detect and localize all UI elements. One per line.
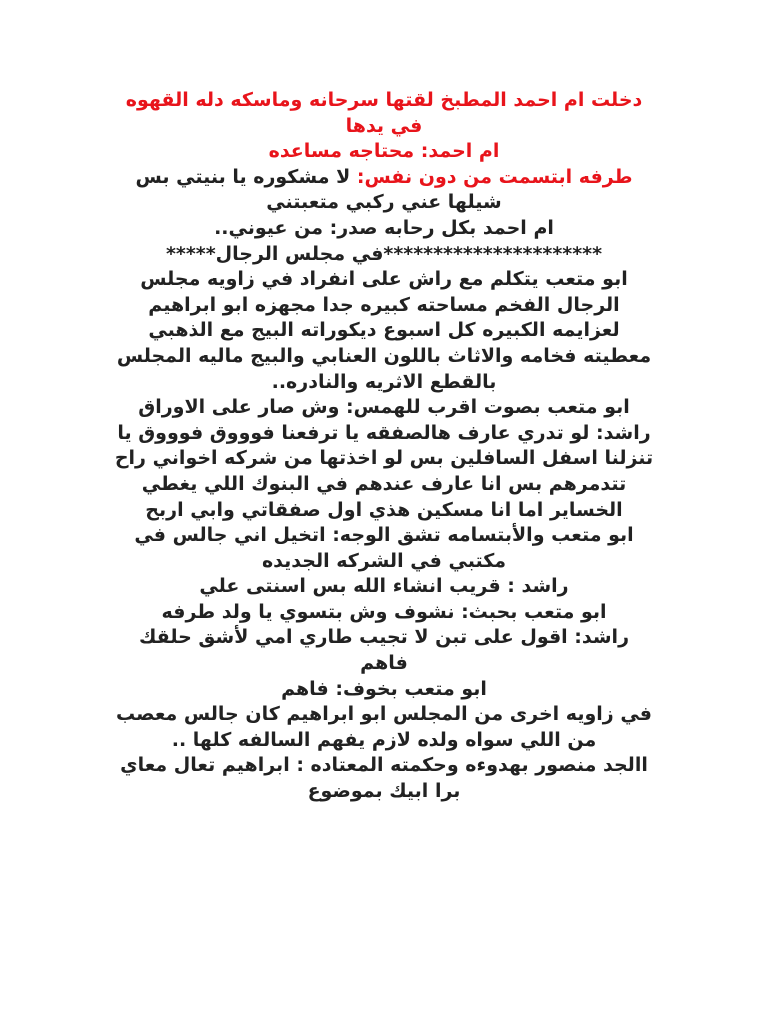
paragraph-3-text: لا مشكوره يا بنيتي بس شيلها عني ركبي متعبتني <box>135 165 502 214</box>
paragraph-5-text: **********************في مجلس الرجال***** <box>165 242 603 265</box>
paragraph-4-text: ام احمد بكل رحابه صدر: من عيوني.. <box>214 216 554 239</box>
paragraph-12 <box>112 625 656 676</box>
paragraph-11 <box>112 600 656 626</box>
paragraph-2 <box>112 139 656 165</box>
paragraph-2-red-text: ام احمد: محتاجه مساعده <box>268 140 500 163</box>
paragraph-6-text: ابو متعب يتكلم مع راش على انفراد في زاويه مجلس الرجال الفخم مساحته كبيره جدا مجهزه ابو ابراهيم لعزايمه الكبيره كل اسبوع ديكوراته البيج مع الذهبي معطيته فخامه والاثاث باللون العنابي والبيج ماليه المجلس بالقطع الاثريه والنادره.. <box>116 268 652 393</box>
paragraph-15-text: االجد منصور بهدوءه وحكمته المعتاده : ابراهيم تعال معاي برا ابيك بموضوع <box>120 754 648 803</box>
paragraph-13-text: ابو متعب بخوف: فاهم <box>281 677 487 700</box>
paragraph-15 <box>112 753 656 804</box>
paragraph-3-red-text: طرفه ابتسمت من دون نفس: <box>356 165 633 188</box>
paragraph-9-text: ابو متعب والأبتسامه تشق الوجه: اتخيل اني جالس في مكتبي في الشركه الجديده <box>134 524 634 572</box>
paragraph-11-text: ابو متعب بحبث: نشوف وش بتسوي يا ولد طرفه <box>161 600 607 623</box>
paragraph-1 <box>112 88 656 139</box>
paragraph-10 <box>112 574 656 600</box>
paragraph-7 <box>112 395 656 421</box>
paragraph-7-text: ابو متعب بصوت اقرب للهمس: وش صار على الاوراق <box>138 396 630 419</box>
paragraph-3 <box>112 165 656 216</box>
paragraph-8 <box>112 421 656 523</box>
paragraph-12-text: راشد: اقول على تبن لا تجيب طاري امي لأشق حلقك فاهم <box>138 626 630 675</box>
paragraph-10-text: راشد : قريب انشاء الله بس اسنتى علي <box>199 575 569 598</box>
paragraph-1-red-text: دخلت ام احمد المطبخ لقتها سرحانه وماسكه دله القهوه في يدها <box>125 89 643 137</box>
document-page <box>112 88 656 805</box>
paragraph-8-text: راشد: لو تدري عارف هالصفقه يا ترفعنا فوووق فوووق يا تنزلنا اسفل السافلين بس لو اخذتها من شركه اخواني راح تتدمرهم بس انا عارف عندهم في البنوك اللي يغطي الخساير اما انا مسكين هذي اول صفقاتي وابي اربح <box>114 421 654 521</box>
paragraph-14 <box>112 702 656 753</box>
paragraph-5 <box>112 242 656 268</box>
paragraph-4 <box>112 216 656 242</box>
paragraph-14-text: في زاويه اخرى من المجلس ابو ابراهيم كان جالس معصب من اللي سواه ولده لازم يفهم السالفه كلها .. <box>115 703 653 751</box>
paragraph-6 <box>112 267 656 395</box>
paragraph-9 <box>112 523 656 574</box>
paragraph-13 <box>112 677 656 703</box>
